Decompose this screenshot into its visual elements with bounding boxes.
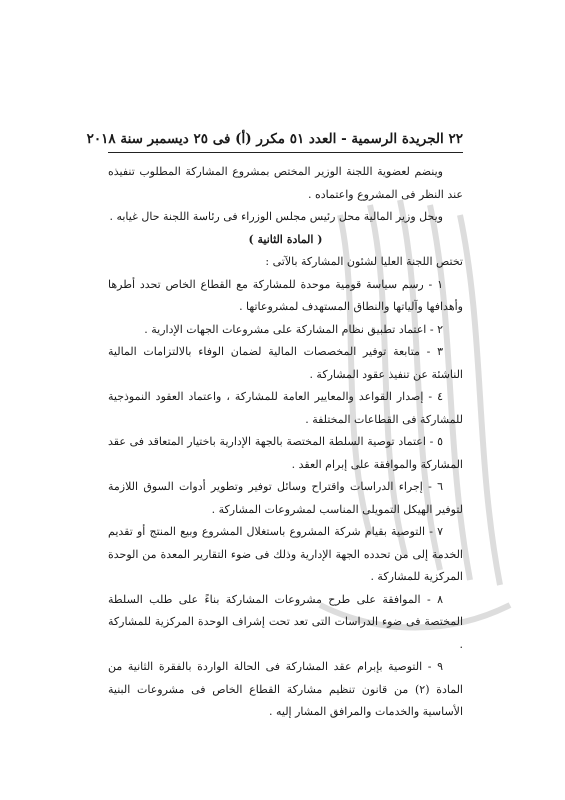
list-item: ٧ - التوصية بقيام شركة المشروع باستغلال المشروع وبيع المنتج أو تقديم الخدمة إلى من تحدده الجهة الإدارية وذلك فى ضوء التقارير المعدة من الوحدة المركزية للمشاركة .	[108, 525, 463, 583]
list-item: ٦ - إجراء الدراسات واقتراح وسائل توفير وتطوير أدوات السوق اللازمة لتوفير الهيكل التمويلى المناسب لمشروعات المشاركة .	[108, 480, 463, 516]
list-item: ١ - رسم سياسة قومية موحدة للمشاركة مع القطاع الخاص تحدد أطرها وأهدافها وآلياتها والنطاق المستهدف لمشروعاتها .	[108, 277, 463, 313]
list-item: ٥ - اعتماد توصية السلطة المختصة بالجهة الإدارية باختيار المتعاقد فى عقد المشاركة والموافقة على إبرام العقد .	[108, 435, 463, 471]
list-item: ٤ - إصدار القواعد والمعايير العامة للمشاركة ، واعتماد العقود النموذجية للمشاركة فى القطاعات المختلفة .	[108, 390, 463, 426]
article-heading: ( المادة الثانية )	[248, 232, 323, 246]
list-item: ٩ - التوصية بإبرام عقد المشاركة فى الحالة الواردة بالفقرة الثانية من المادة (٢) من قانون تنظيم مشاركة القطاع الخاص فى مشروعات البنية الأساسية والخدمات والمرافق المشار إليه .	[108, 660, 463, 718]
paragraph-finance-minister: ويحل وزير المالية محل رئيس مجلس الوزراء فى رئاسة اللجنة حال غيابه .	[109, 210, 443, 223]
paragraph-committee-membership: وينضم لعضوية اللجنة الوزير المختص بمشروع المشاركة المطلوب تنفيذه عند النظر فى المشروع واعتماده .	[108, 165, 463, 201]
list-item: ٣ - متابعة توفير المخصصات المالية لضمان الوفاء بالالتزامات المالية الناشئة عن تنفيذ عقود المشاركة .	[108, 345, 463, 381]
document-body	[108, 161, 463, 724]
list-item: ٨ - الموافقة على طرح مشروعات المشاركة بناءً على طلب السلطة المختصة فى ضوء الدراسات التى تعد تحت إشراف الوحدة المركزية للمشاركة .	[108, 592, 463, 651]
article-intro: تختص اللجنة العليا لشئون المشاركة بالآتى :	[265, 255, 463, 268]
page-header: ٢٢ الجريدة الرسمية - العدد ٥١ مكرر (أ) فى ٢٥ ديسمبر سنة ٢٠١٨	[86, 131, 463, 147]
list-item: ٢ - اعتماد تطبيق نظام المشاركة على مشروعات الجهات الإدارية .	[144, 322, 443, 336]
header-divider	[108, 152, 463, 153]
